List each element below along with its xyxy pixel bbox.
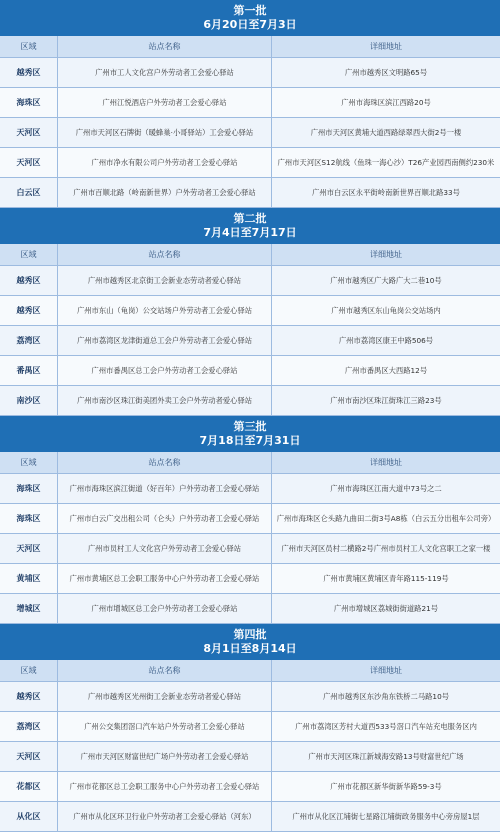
cell-address: 广州市越秀区广大路广大二巷10号 — [330, 275, 442, 285]
table-row — [0, 564, 500, 594]
cell-station: 广州市花都区总工会职工服务中心户外劳动者工会爱心驿站 — [58, 772, 272, 801]
cell-district: 越秀区 — [0, 682, 58, 711]
batch-section — [0, 624, 500, 832]
table-header — [0, 452, 500, 474]
cell-district: 天河区 — [0, 148, 58, 177]
table-row — [0, 474, 500, 504]
cell-station: 广州市净水有限公司户外劳动者工会爱心驿站 — [58, 148, 272, 177]
table-row — [0, 594, 500, 624]
header-station: 站点名称 — [58, 36, 272, 57]
cell-district: 海珠区 — [0, 474, 58, 503]
cell-station: 广州市工人文化宫户外劳动者工会爱心驿站 — [58, 58, 272, 87]
table-row — [0, 534, 500, 564]
batch-title: 第三批 — [233, 420, 267, 433]
cell-district: 海珠区 — [0, 504, 58, 533]
cell-address: 广州市花都区新华街新华路59-3号 — [330, 781, 442, 791]
batch-section — [0, 208, 500, 416]
cell-address: 广州市越秀区东沙角东铁桥二马路10号 — [322, 691, 450, 701]
cell-station: 广州市越秀区北京街工会新业态劳动者爱心驿站 — [58, 266, 272, 295]
table-row — [0, 88, 500, 118]
cell-address: 广州市番禺区大西路12号 — [344, 365, 428, 375]
cell-station: 广州市从化区环卫行业户外劳动者工会爱心驿站（河东） — [58, 802, 272, 831]
batch-dates: 8月1日至8月14日 — [203, 642, 297, 655]
header-district: 区域 — [0, 244, 58, 265]
cell-district: 天河区 — [0, 534, 58, 563]
table-header — [0, 244, 500, 266]
cell-address: 广州市增城区荔城街街道路21号 — [333, 603, 439, 613]
cell-district: 番禺区 — [0, 356, 58, 385]
table-body — [0, 58, 500, 208]
cell-station: 广州市越秀区光州街工会新业态劳动者爱心驿站 — [58, 682, 272, 711]
header-address: 详细地址 — [370, 458, 402, 467]
header-district: 区域 — [0, 660, 58, 681]
cell-district: 南沙区 — [0, 386, 58, 415]
cell-address: 广州市从化区江埔街七星路江埔街政务服务中心旁房屋1层 — [292, 811, 480, 821]
cell-district: 荔湾区 — [0, 712, 58, 741]
cell-district: 天河区 — [0, 118, 58, 147]
cell-station: 广州江悦酒店户外劳动者工会爱心驿站 — [58, 88, 272, 117]
cell-address: 广州市荔湾区芳村大道西533号滘口汽车站充电服务区内 — [295, 721, 477, 731]
table-row — [0, 742, 500, 772]
table-row — [0, 682, 500, 712]
table-row — [0, 326, 500, 356]
cell-district: 海珠区 — [0, 88, 58, 117]
cell-station: 广州市白云广交出租公司（仑头）户外劳动者工会爱心驿站 — [58, 504, 272, 533]
header-address: 详细地址 — [370, 42, 402, 51]
cell-station: 广州市东山（龟岗）公交站场户外劳动者工会爱心驿站 — [58, 296, 272, 325]
header-district: 区域 — [0, 36, 58, 57]
table-body — [0, 266, 500, 416]
cell-station: 广州市海珠区滨江街道（好百年）户外劳动者工会爱心驿站 — [58, 474, 272, 503]
table-row — [0, 356, 500, 386]
cell-address: 广州市天河区珠江新城海安路13号财富世纪广场 — [308, 751, 464, 761]
header-station: 站点名称 — [58, 244, 272, 265]
table-row — [0, 266, 500, 296]
cell-address: 广州市南沙区珠江街珠江三路23号 — [330, 395, 442, 405]
table-row — [0, 58, 500, 88]
header-address: 详细地址 — [370, 666, 402, 675]
table-row — [0, 148, 500, 178]
cell-address: 广州市黄埔区黄埔区青年路115-119号 — [323, 573, 449, 583]
batch-title: 第四批 — [233, 628, 267, 641]
cell-address: 广州市海珠区滨江西路20号 — [341, 97, 431, 107]
cell-station: 广州市增城区总工会户外劳动者工会爱心驿站 — [58, 594, 272, 623]
batch-banner — [0, 208, 500, 244]
batch-banner — [0, 0, 500, 36]
table-row — [0, 386, 500, 416]
cell-district: 增城区 — [0, 594, 58, 623]
table-row — [0, 802, 500, 832]
cell-district: 荔湾区 — [0, 326, 58, 355]
table-row — [0, 118, 500, 148]
batch-banner — [0, 416, 500, 452]
cell-district: 越秀区 — [0, 296, 58, 325]
header-station: 站点名称 — [58, 660, 272, 681]
cell-station: 广州市天河区财富世纪广场户外劳动者工会爱心驿站 — [58, 742, 272, 771]
cell-station: 广州市天河区石牌街（暖蜂巢·小哥驿站）工会爱心驿站 — [58, 118, 272, 147]
batch-title: 第二批 — [233, 212, 267, 225]
cell-district: 花都区 — [0, 772, 58, 801]
table-header — [0, 36, 500, 58]
header-station: 站点名称 — [58, 452, 272, 473]
table-row — [0, 178, 500, 208]
batch-dates: 6月20日至7月3日 — [203, 18, 297, 31]
cell-district: 黄埔区 — [0, 564, 58, 593]
batch-dates: 7月4日至7月17日 — [203, 226, 297, 239]
cell-station: 广州市南沙区珠江街美团外卖工会户外劳动者爱心驿站 — [58, 386, 272, 415]
cell-address: 广州市天河区员村二横路2号广州市员村工人文化宫职工之家一楼 — [281, 543, 491, 553]
table-row — [0, 712, 500, 742]
cell-station: 广州市番禺区总工会户外劳动者工会爱心驿站 — [58, 356, 272, 385]
cell-address: 广州市海珠区江南大道中73号之二 — [330, 483, 442, 493]
header-address: 详细地址 — [370, 250, 402, 259]
cell-station: 广州市黄埔区总工会职工服务中心户外劳动者工会爱心驿站 — [58, 564, 272, 593]
table-body — [0, 682, 500, 832]
batch-section — [0, 416, 500, 624]
batch-section — [0, 0, 500, 208]
batch-title: 第一批 — [233, 4, 267, 17]
cell-district: 从化区 — [0, 802, 58, 831]
cell-address: 广州市越秀区文明路65号 — [344, 67, 428, 77]
table-body — [0, 474, 500, 624]
cell-district: 天河区 — [0, 742, 58, 771]
header-district: 区域 — [0, 452, 58, 473]
batch-banner — [0, 624, 500, 660]
table-row — [0, 772, 500, 802]
cell-address: 广州市越秀区东山龟岗公交站场内 — [331, 305, 441, 315]
cell-station: 广州市百顺北路（岭南新世界）户外劳动者工会爱心驿站 — [58, 178, 272, 207]
cell-station: 广州市员村工人文化宫户外劳动者工会爱心驿站 — [58, 534, 272, 563]
batch-dates: 7月18日至7月31日 — [199, 434, 301, 447]
cell-address: 广州市白云区永平街岭南新世界百顺北路33号 — [312, 187, 460, 197]
cell-station: 广州公交集团滘口汽车站户外劳动者工会爱心驿站 — [58, 712, 272, 741]
table-row — [0, 296, 500, 326]
cell-address: 广州市海珠区仑头路九曲田二街3号A8栋（白云五分出租车公司旁） — [276, 513, 496, 523]
cell-district: 越秀区 — [0, 58, 58, 87]
table-row — [0, 504, 500, 534]
cell-address: 广州市天河区黄埔大道西路绿翠西大街2号一楼 — [310, 127, 462, 137]
cell-address: 广州市荔湾区康王中路506号 — [338, 335, 434, 345]
cell-station: 广州市荔湾区龙津街道总工会户外劳动者工会爱心驿站 — [58, 326, 272, 355]
cell-district: 白云区 — [0, 178, 58, 207]
table-header — [0, 660, 500, 682]
cell-district: 越秀区 — [0, 266, 58, 295]
cell-address: 广州市天河区S12航线（鱼珠一海心沙）T26产业园西南侧约230米 — [277, 157, 495, 167]
